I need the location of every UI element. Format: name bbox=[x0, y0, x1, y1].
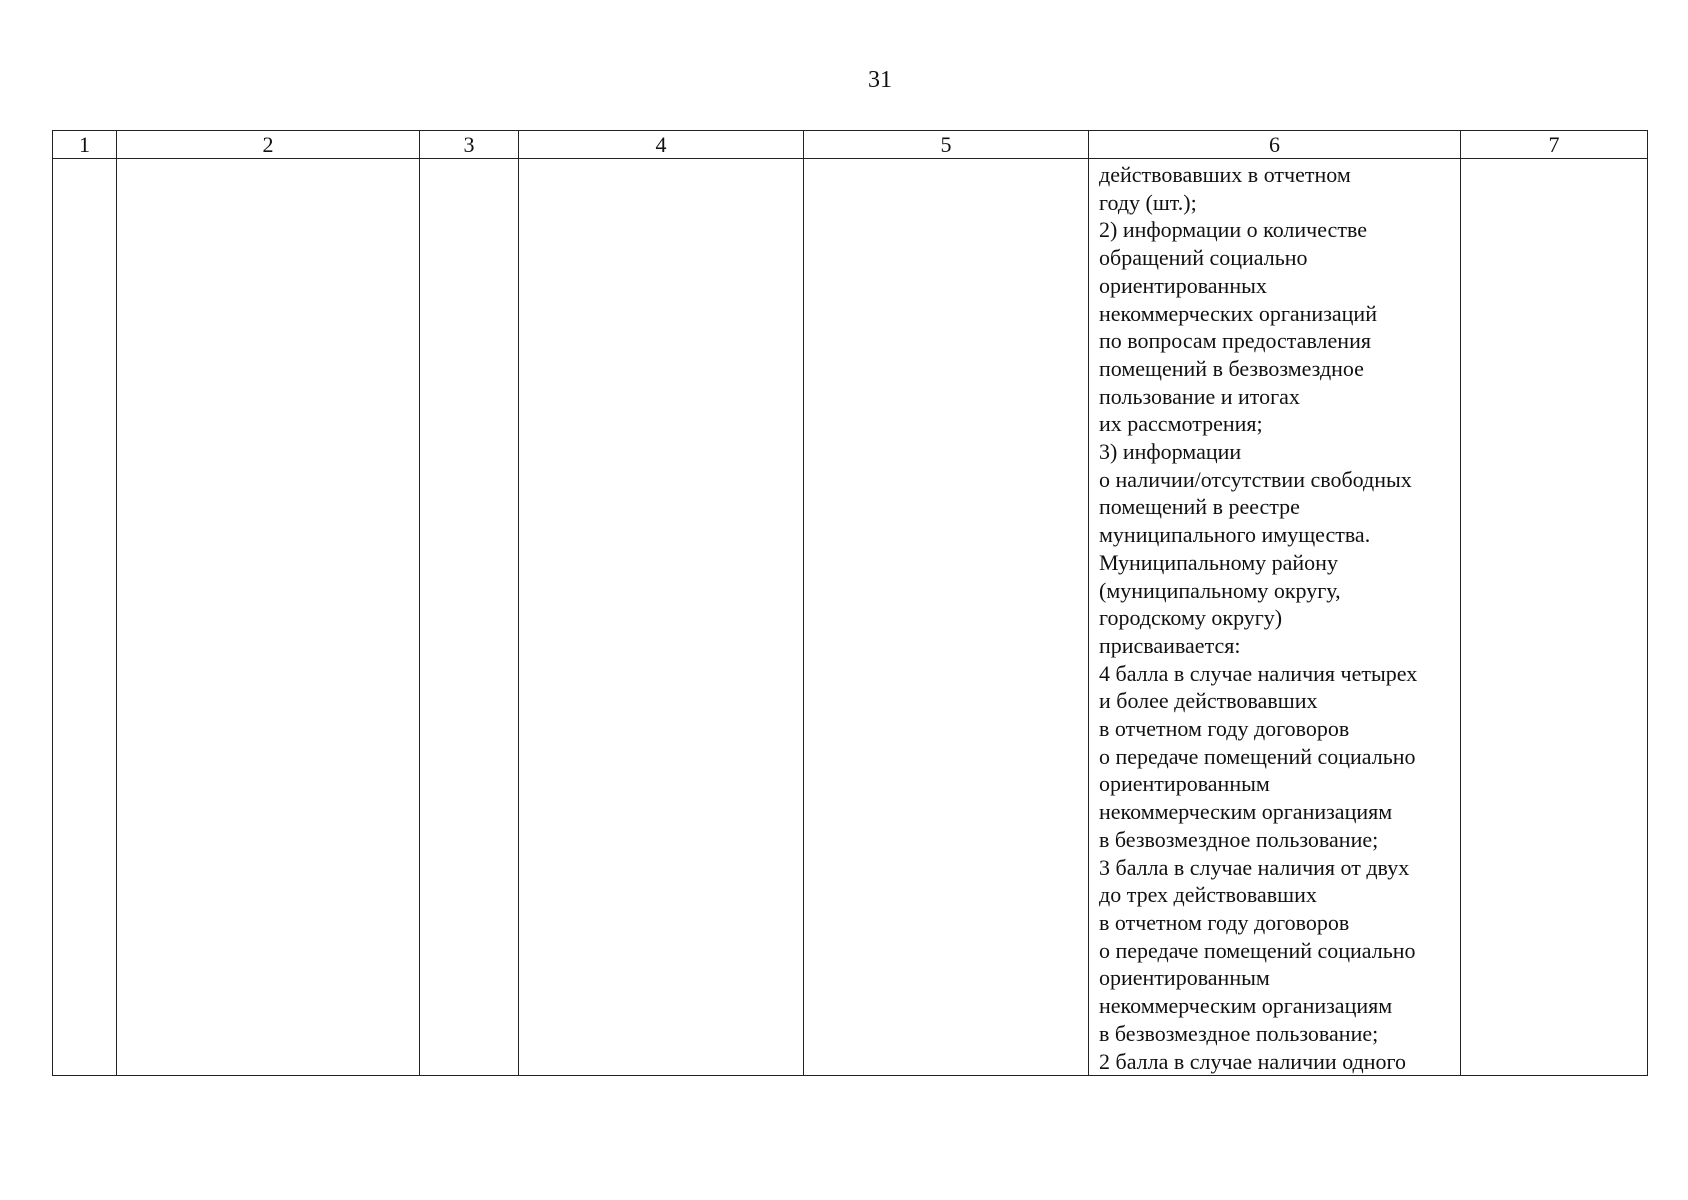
text-line: в безвозмездное пользование; bbox=[1099, 1020, 1379, 1046]
cell-col-6 bbox=[1089, 159, 1461, 1076]
text-line: о передаче помещений социально bbox=[1099, 743, 1416, 769]
text-line: в отчетном году договоров bbox=[1099, 909, 1350, 935]
text-line: городскому округу) bbox=[1099, 605, 1283, 631]
text-line: муниципального имущества. bbox=[1099, 522, 1371, 548]
text-line: некоммерческих организаций bbox=[1099, 300, 1377, 326]
cell-col-4 bbox=[519, 159, 804, 1076]
text-line: о передаче помещений социально bbox=[1099, 937, 1416, 963]
text-line: ориентированных bbox=[1099, 272, 1267, 298]
cell-col-5 bbox=[804, 159, 1089, 1076]
text-line: некоммерческим организациям bbox=[1099, 993, 1393, 1019]
text-line: до трех действовавших bbox=[1099, 882, 1317, 908]
text-line: 2) информации о количестве bbox=[1099, 217, 1367, 243]
text-line: 3 балла в случае наличия от двух bbox=[1099, 854, 1410, 880]
text-line: году (шт.); bbox=[1099, 189, 1197, 215]
cell-col-3 bbox=[420, 159, 519, 1076]
text-line: ориентированным bbox=[1099, 965, 1270, 991]
column-header-3: 3 bbox=[420, 131, 519, 159]
text-line: пользование и итогах bbox=[1099, 383, 1300, 409]
cell-col-1 bbox=[53, 159, 117, 1076]
table-body bbox=[53, 159, 1648, 1076]
text-line: о наличии/отсутствии свободных bbox=[1099, 466, 1412, 492]
table-row bbox=[53, 159, 1648, 1076]
text-line: 3) информации bbox=[1099, 439, 1242, 465]
cell-col-2 bbox=[117, 159, 420, 1076]
text-line: действовавших в отчетном bbox=[1099, 162, 1351, 187]
criteria-table bbox=[52, 130, 1648, 1076]
text-line: помещений в безвозмездное bbox=[1099, 355, 1364, 381]
table-header bbox=[53, 131, 1648, 159]
page-number: 31 bbox=[868, 67, 892, 93]
column-header-2: 2 bbox=[117, 131, 420, 159]
column-header-6: 6 bbox=[1089, 131, 1461, 159]
text-line: (муниципальному округу, bbox=[1099, 577, 1341, 603]
text-line: некоммерческим организациям bbox=[1099, 799, 1393, 825]
text-line: присваивается: bbox=[1099, 632, 1241, 658]
cell-col-7 bbox=[1461, 159, 1648, 1076]
text-line: 4 балла в случае наличия четырех bbox=[1099, 660, 1418, 686]
text-line: в безвозмездное пользование; bbox=[1099, 826, 1379, 852]
column-header-5: 5 bbox=[804, 131, 1089, 159]
text-line: их рассмотрения; bbox=[1099, 411, 1263, 437]
text-line: по вопросам предоставления bbox=[1099, 328, 1371, 354]
text-line: и более действовавших bbox=[1099, 688, 1318, 714]
text-line: 2 балла в случае наличии одного bbox=[1099, 1048, 1407, 1074]
header-row bbox=[53, 131, 1648, 159]
column-header-4: 4 bbox=[519, 131, 804, 159]
column-header-7: 7 bbox=[1461, 131, 1648, 159]
text-line: помещений в реестре bbox=[1099, 494, 1300, 520]
text-line: ориентированным bbox=[1099, 771, 1270, 797]
text-line: в отчетном году договоров bbox=[1099, 716, 1350, 742]
text-line: Муниципальному району bbox=[1099, 549, 1338, 575]
column-header-1: 1 bbox=[53, 131, 117, 159]
text-line: обращений социально bbox=[1099, 245, 1308, 271]
